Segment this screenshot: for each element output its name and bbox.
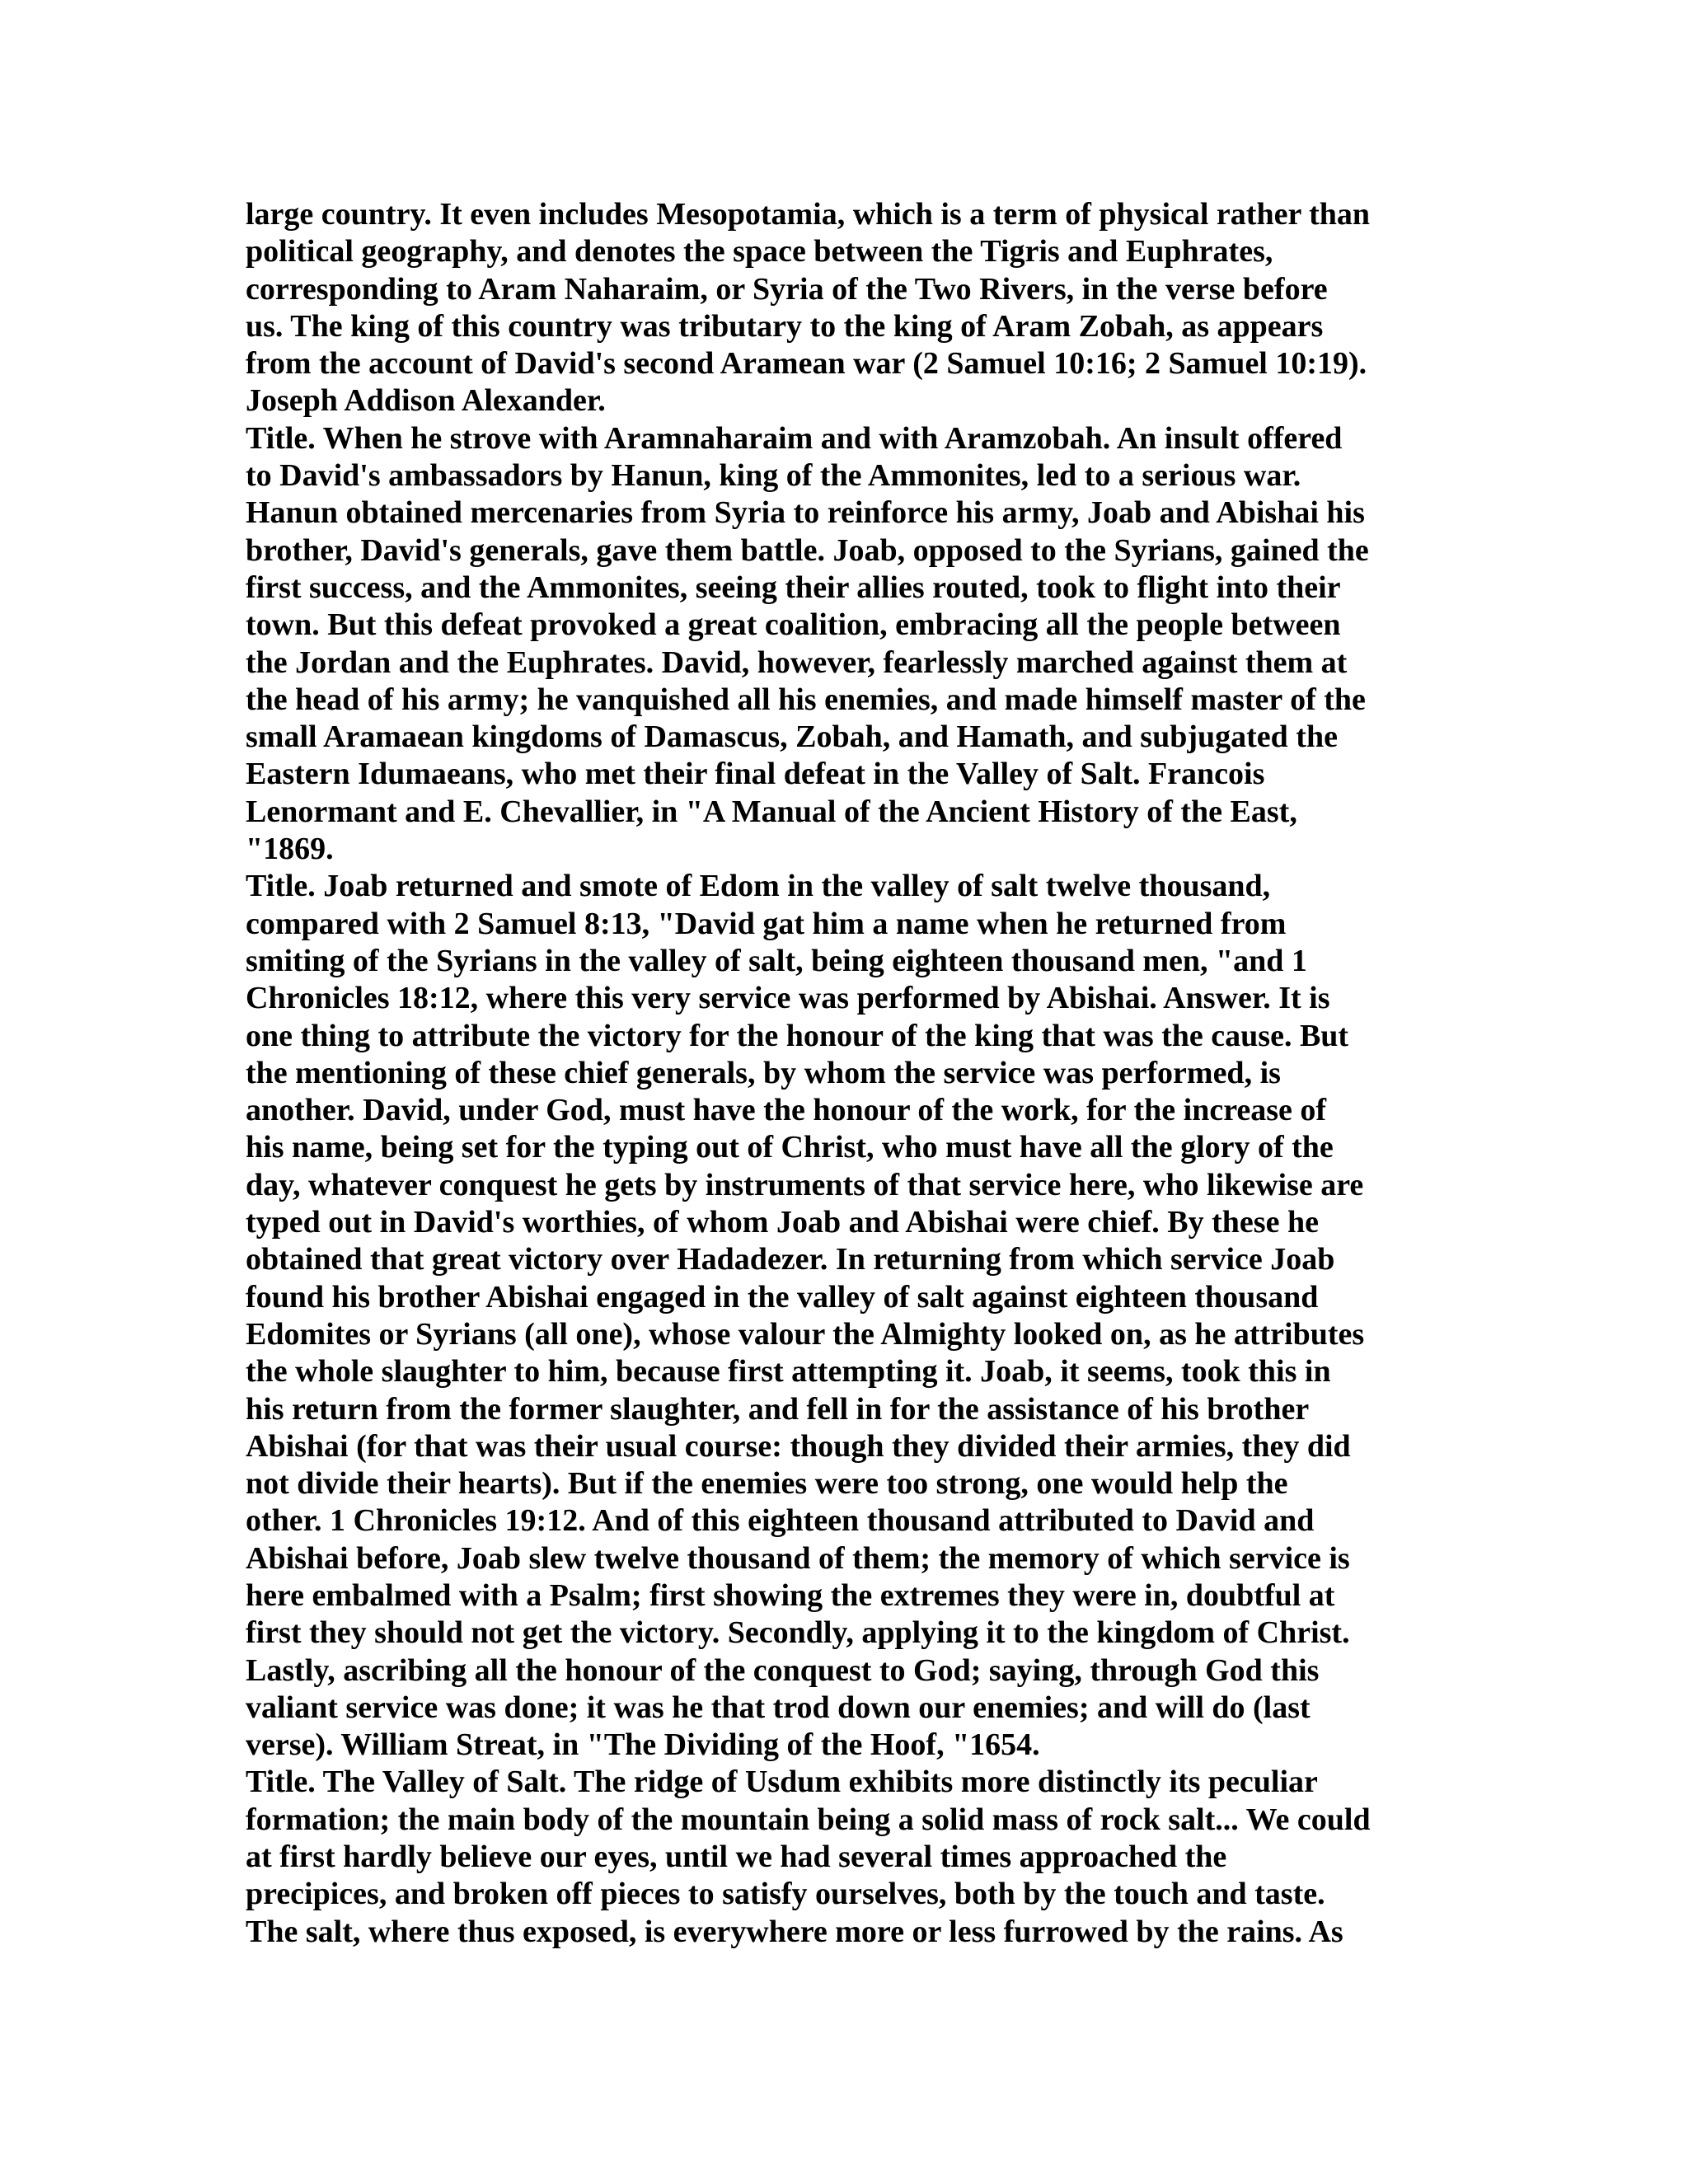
text-line: Eastern Idumaeans, who met their final defeat in the Valley of Salt. Francois bbox=[246, 757, 1265, 792]
text-line: brother, David's generals, gave them battle. Joab, opposed to the Syrians, gained the bbox=[246, 532, 1369, 568]
text-line: first success, and the Ammonites, seeing their allies routed, took to flight into their bbox=[246, 569, 1341, 605]
text-line: to David's ambassadors by Hanun, king of the Ammonites, led to a serious war. bbox=[246, 458, 1301, 494]
text-line: Hanun obtained mercenaries from Syria to reinforce his army, Joab and Abishai his bbox=[246, 495, 1365, 531]
text-line: political geography, and denotes the space between the Tigris and Euphrates, bbox=[246, 234, 1273, 269]
text-line: here embalmed with a Psalm; first showing the extremes they were in, doubtful at bbox=[246, 1577, 1335, 1613]
text-line: the mentioning of these chief generals, by whom the service was performed, is bbox=[246, 1055, 1281, 1090]
text-line: not divide their hearts). But if the enemies were too strong, one would help the bbox=[246, 1466, 1288, 1502]
text-line: Title. When he strove with Aramnaharaim and with Aramzobah. An insult offered bbox=[246, 420, 1343, 456]
text-line: Title. Joab returned and smote of Edom in the valley of salt twelve thousand, bbox=[246, 869, 1271, 904]
text-line: found his brother Abishai engaged in the valley of salt against eighteen thousand bbox=[246, 1279, 1319, 1315]
text-line: formation; the main body of the mountain being a solid mass of rock salt... We could bbox=[246, 1802, 1371, 1837]
text-line: town. But this defeat provoked a great coalition, embracing all the people between bbox=[246, 607, 1341, 643]
text-line: compared with 2 Samuel 8:13, "David gat him a name when he returned from bbox=[246, 906, 1287, 941]
text-line: Lastly, ascribing all the honour of the conquest to God; saying, through God this bbox=[246, 1652, 1320, 1688]
text-line: corresponding to Aram Naharaim, or Syria of the Two Rivers, in the verse before bbox=[246, 271, 1328, 307]
text-line: Joseph Addison Alexander. bbox=[246, 383, 606, 419]
text-line: small Aramaean kingdoms of Damascus, Zobah, and Hamath, and subjugated the bbox=[246, 719, 1338, 755]
text-line: the whole slaughter to him, because first attempting it. Joab, it seems, took this in bbox=[246, 1354, 1331, 1390]
text-line: Chronicles 18:12, where this very service was performed by Abishai. Answer. It is bbox=[246, 981, 1330, 1016]
text-line: his name, being set for the typing out of Christ, who must have all the glory of the bbox=[246, 1130, 1334, 1165]
text-line: his return from the former slaughter, and fell in for the assistance of his brother bbox=[246, 1391, 1310, 1427]
text-line: "1869. bbox=[246, 832, 334, 867]
text-line: from the account of David's second Aramean war (2 Samuel 10:16; 2 Samuel 10:19). bbox=[246, 346, 1367, 382]
text-line: smiting of the Syrians in the valley of salt, being eighteen thousand men, "and 1 bbox=[246, 943, 1307, 978]
text-line: the head of his army; he vanquished all his enemies, and made himself master of the bbox=[246, 682, 1366, 717]
text-line: Lenormant and E. Chevallier, in "A Manual of the Ancient History of the East, bbox=[246, 794, 1297, 829]
text-line: other. 1 Chronicles 19:12. And of this eighteen thousand attributed to David and bbox=[246, 1503, 1315, 1539]
text-line: at first hardly believe our eyes, until we had several times approached the bbox=[246, 1840, 1227, 1875]
text-line: day, whatever conquest he gets by instruments of that service here, who likewise are bbox=[246, 1167, 1364, 1202]
text-line: large country. It even includes Mesopotamia, which is a term of physical rather than bbox=[246, 197, 1371, 232]
text-line: precipices, and broken off pieces to satisfy ourselves, both by the touch and taste. bbox=[246, 1877, 1325, 1912]
text-line: one thing to attribute the victory for the honour of the king that was the cause. But bbox=[246, 1018, 1349, 1053]
text-line: Edomites or Syrians (all one), whose valour the Almighty looked on, as he attributes bbox=[246, 1316, 1365, 1352]
text-line: first they should not get the victory. Secondly, applying it to the kingdom of Christ. bbox=[246, 1615, 1350, 1651]
text-line: Abishai (for that was their usual course: though they divided their armies, they did bbox=[246, 1428, 1351, 1464]
text-line: obtained that great victory over Hadadezer. In returning from which service Joab bbox=[246, 1242, 1335, 1277]
text-line: typed out in David's worthies, of whom Joab and Abishai were chief. By these he bbox=[246, 1205, 1319, 1240]
text-line: another. David, under God, must have the honour of the work, for the increase of bbox=[246, 1093, 1327, 1128]
text-line: valiant service was done; it was he that trod down our enemies; and will do (last bbox=[246, 1690, 1311, 1725]
text-line: Abishai before, Joab slew twelve thousand of them; the memory of which service is bbox=[246, 1540, 1350, 1576]
body-text bbox=[246, 196, 1445, 1951]
text-line: us. The king of this country was tributary to the king of Aram Zobah, as appears bbox=[246, 308, 1324, 344]
text-line: the Jordan and the Euphrates. David, however, fearlessly marched against them at bbox=[246, 644, 1348, 680]
text-line: Title. The Valley of Salt. The ridge of Usdum exhibits more distinctly its peculiar bbox=[246, 1765, 1318, 1800]
text-line: The salt, where thus exposed, is everywhere more or less furrowed by the rains. As bbox=[246, 1914, 1343, 1949]
text-line: verse). William Streat, in "The Dividing of the Hoof, "1654. bbox=[246, 1727, 1040, 1763]
